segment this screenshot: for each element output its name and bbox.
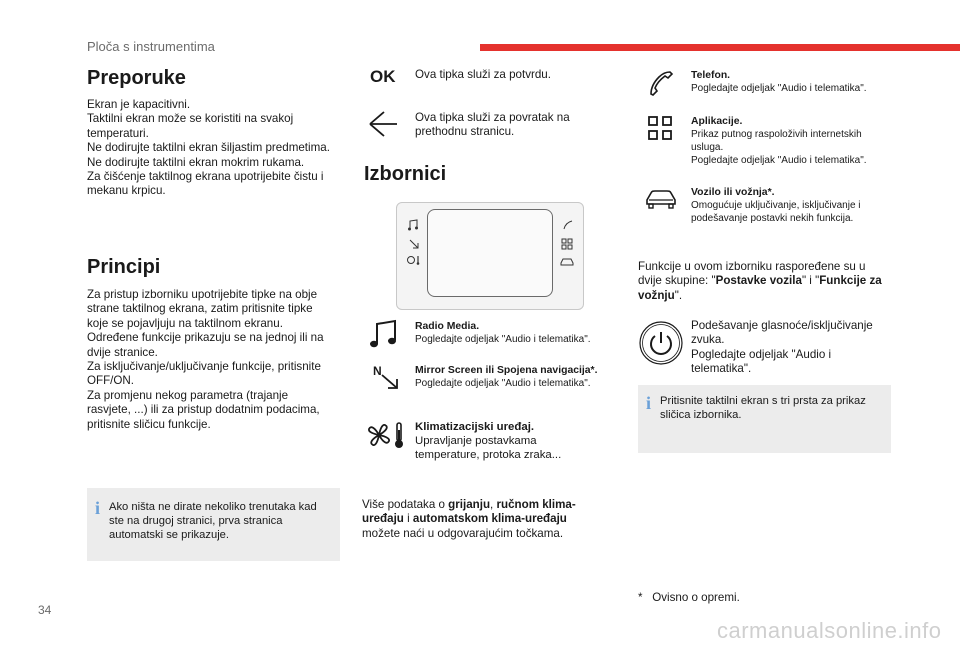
preporuke-line: Taktilni ekran može se koristiti na svakoj temperaturi.	[87, 112, 294, 140]
more-info-bold-1: grijanju	[448, 498, 491, 511]
music-note-icon	[368, 318, 400, 350]
izbornici-heading: Izbornici	[364, 163, 447, 185]
item-desc: Pogledajte odjeljak "Audio i telematika".	[415, 378, 591, 389]
header-red-bar	[480, 44, 960, 51]
power-text: Podešavanje glasnoće/isključivanje zvuka. Pogledajte odjeljak "Audio i telematika".	[691, 319, 873, 376]
ok-button-icon: OK	[370, 67, 396, 86]
power-button-icon	[638, 320, 684, 366]
apps-grid-icon	[648, 116, 672, 140]
groups-bold-1: Postavke vozila	[715, 274, 802, 288]
footnote-text: Ovisno o opremi.	[652, 591, 740, 604]
item-title: Mirror Screen ili Spojena navigacija*.	[415, 365, 598, 376]
phone-icon	[645, 68, 675, 98]
more-info-sep: ,	[490, 498, 497, 511]
back-text: Ova tipka služi za povratak na prethodnu stranicu.	[415, 111, 570, 139]
page-number: 34	[38, 603, 52, 617]
groups-text	[638, 260, 883, 303]
more-info-bold-2: ručnom klima-uređaju	[362, 498, 576, 526]
right-note-text: Pritisnite taktilni ekran s tri prsta za prikaz sličica izbornika.	[660, 395, 866, 421]
more-info-bold-3: automatskom klima-uređaju	[412, 512, 567, 526]
item-title: Klimatizacijski uređaj.	[415, 421, 535, 433]
groups-prefix: Funkcije u ovom izborniku raspoređene su u dvije skupine: "	[638, 260, 866, 288]
car-icon	[644, 188, 678, 212]
item-title: Vozilo ili vožnja*.	[691, 187, 775, 198]
aplikacije-item	[691, 115, 896, 167]
item-title: Radio Media.	[415, 321, 480, 332]
back-arrow-icon	[366, 110, 400, 138]
left-note-text: Ako ništa ne dirate nekoliko trenutaka kad ste na drugoj stranici, prva stranica automatski se prikazuje.	[109, 501, 317, 541]
left-note-box	[87, 488, 340, 561]
item-title: Aplikacije.	[691, 116, 743, 127]
mini-nav-icon	[409, 239, 419, 249]
item-desc: Omogućuje uključivanje, isključivanje i podešavanje postavki nekih funkcija.	[691, 200, 861, 224]
climate-icon	[366, 420, 406, 450]
preporuke-text	[87, 98, 342, 199]
principi-heading: Principi	[87, 256, 161, 278]
preporuke-line: Ne dodirujte taktilni ekran šiljastim predmetima.	[87, 141, 330, 155]
more-info-suffix: možete naći u odgovarajućim točkama.	[362, 526, 564, 540]
principi-line: Za promjenu nekog parametra (trajanje rasvjete, ...) ili za pristup dodatnim podacima, pritisnite sličicu funkcije.	[87, 388, 320, 431]
watermark: carmanualsonline.info	[717, 618, 942, 643]
more-info-sep: i	[403, 512, 413, 526]
groups-bold-2: Funkcije za vožnju	[638, 274, 882, 302]
groups-suffix: ".	[674, 288, 683, 302]
touchscreen-illustration	[396, 202, 584, 310]
mirror-screen-item	[415, 364, 630, 390]
item-desc: Upravljanje postavkama temperature, protoka zraka...	[415, 435, 562, 461]
vozilo-item	[691, 186, 896, 225]
navigation-icon	[372, 363, 400, 391]
section-title: Ploča s instrumentima	[87, 39, 215, 54]
item-desc: Pogledajte odjeljak "Audio i telematika".	[415, 334, 591, 345]
groups-mid: " i "	[801, 274, 820, 288]
item-desc: Pogledajte odjeljak "Audio i telematika".	[691, 83, 867, 94]
principi-line: Određene funkcije prikazuju se na jednoj ili na dvije stranice.	[87, 331, 324, 359]
preporuke-line: Ekran je kapacitivni.	[87, 98, 191, 111]
footnote	[638, 591, 740, 605]
mini-music-icon	[407, 219, 419, 231]
mini-car-icon	[560, 257, 574, 266]
mini-climate-icon	[407, 255, 421, 265]
touchscreen-display	[427, 209, 553, 297]
radio-media-item	[415, 320, 630, 346]
more-info-prefix: Više podataka o	[362, 498, 449, 511]
svg-text:N: N	[373, 364, 382, 378]
preporuke-line: Ne dodirujte taktilni ekran mokrim rukama.	[87, 155, 305, 169]
mini-phone-icon	[562, 219, 574, 231]
footnote-mark: *	[638, 591, 643, 604]
principi-line: Za pristup izborniku upotrijebite tipke na obje strane taktilnog ekrana, zatim pritisnite tipke koje se pojavljuju na taktilnom ekranu.	[87, 288, 318, 330]
ok-text: Ova tipka služi za potvrdu.	[415, 68, 551, 81]
climate-item	[415, 420, 595, 462]
principi-line: Za isključivanje/uključivanje funkcije, pritisnite OFF/ON.	[87, 360, 321, 388]
right-note-box	[638, 385, 891, 453]
principi-text	[87, 288, 332, 432]
preporuke-line: Za čišćenje taktilnog ekrana upotrijebite čistu i mekanu krpicu.	[87, 170, 324, 198]
more-info-text	[362, 498, 602, 541]
mini-apps-icon	[561, 238, 573, 250]
info-icon: i	[646, 393, 652, 413]
telefon-item	[691, 69, 896, 95]
item-desc: Prikaz putnog raspoloživih internetskih usluga. Pogledajte odjeljak "Audio i telematika".	[691, 129, 867, 166]
item-title: Telefon.	[691, 70, 731, 81]
preporuke-heading: Preporuke	[87, 67, 186, 89]
info-icon: i	[95, 498, 101, 518]
